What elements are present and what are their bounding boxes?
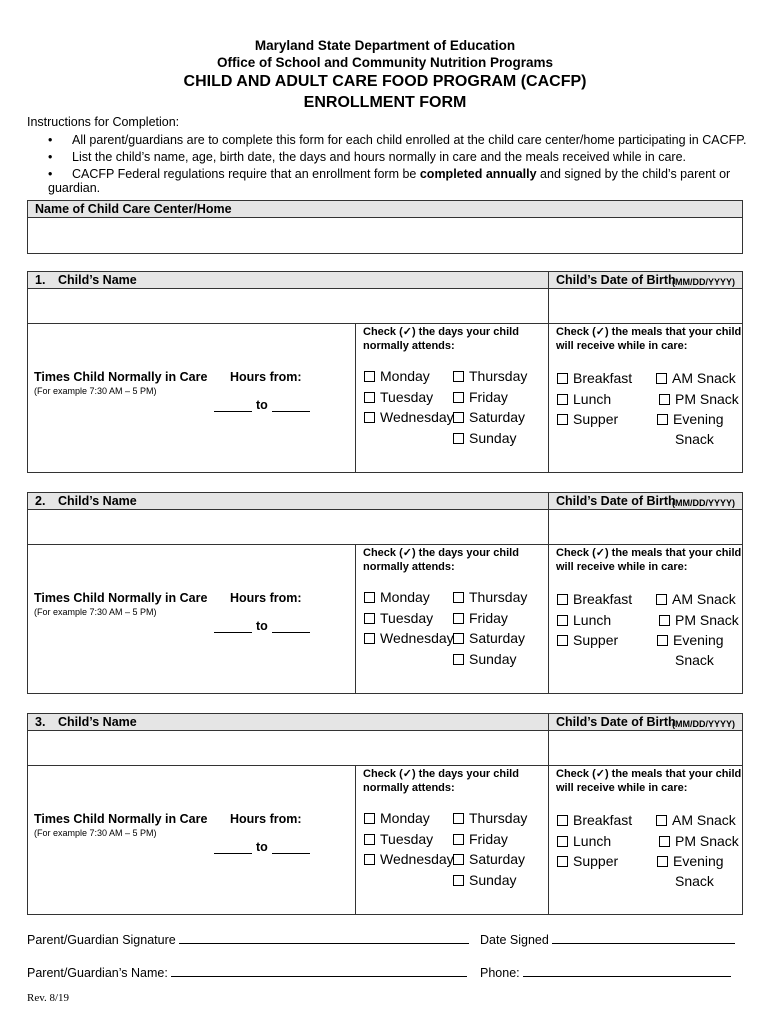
meal-checkbox-lunch[interactable]: Lunch bbox=[557, 391, 611, 407]
meal-checkbox-evening[interactable]: Evening bbox=[657, 411, 724, 427]
day-checkbox-wednesday[interactable]: Wednesday bbox=[364, 851, 454, 867]
form-title: ENROLLMENT FORM bbox=[303, 94, 467, 111]
hours-to-label: to bbox=[256, 619, 268, 633]
times-example: (For example 7:30 AM – 5 PM) bbox=[34, 828, 157, 838]
hours-from-field[interactable] bbox=[214, 400, 252, 412]
day-checkbox-thursday[interactable]: Thursday bbox=[453, 368, 527, 384]
meal-checkbox-supper[interactable]: Supper bbox=[557, 853, 618, 869]
program-title: CHILD AND ADULT CARE FOOD PROGRAM (CACFP) bbox=[183, 73, 587, 90]
times-label: Times Child Normally in Care bbox=[34, 812, 208, 826]
hours-to-field[interactable] bbox=[272, 842, 310, 854]
child-name-label: Child’s Name bbox=[58, 494, 137, 508]
day-checkbox-friday[interactable]: Friday bbox=[453, 831, 508, 847]
meals-header-1: Check (✓) the meals that your child bbox=[556, 326, 742, 338]
child-2-dob-field[interactable] bbox=[548, 509, 743, 545]
dob-label: Child’s Date of Birth bbox=[556, 273, 676, 287]
day-checkbox-saturday[interactable]: Saturday bbox=[453, 851, 525, 867]
child-name-label: Child’s Name bbox=[58, 273, 137, 287]
meal-checkbox-evening[interactable]: Evening bbox=[657, 853, 724, 869]
phone-line[interactable]: Phone: bbox=[480, 965, 731, 980]
day-checkbox-friday[interactable]: Friday bbox=[453, 610, 508, 626]
child-number: 2. bbox=[35, 494, 46, 508]
meal-snack-label: Snack bbox=[675, 873, 714, 889]
day-checkbox-sunday[interactable]: Sunday bbox=[453, 872, 516, 888]
hours-to-field[interactable] bbox=[272, 400, 310, 412]
day-checkbox-saturday[interactable]: Saturday bbox=[453, 409, 525, 425]
dob-format: (MM/DD/YYYY) bbox=[672, 498, 735, 508]
hours-from-field[interactable] bbox=[214, 621, 252, 633]
day-checkbox-sunday[interactable]: Sunday bbox=[453, 430, 516, 446]
child-1-dob-field[interactable] bbox=[548, 288, 743, 324]
child-number: 3. bbox=[35, 715, 46, 729]
meal-checkbox-am-snack[interactable]: AM Snack bbox=[656, 370, 736, 386]
meal-checkbox-supper[interactable]: Supper bbox=[557, 632, 618, 648]
day-checkbox-saturday[interactable]: Saturday bbox=[453, 630, 525, 646]
meal-checkbox-lunch[interactable]: Lunch bbox=[557, 833, 611, 849]
child-3-dob-field[interactable] bbox=[548, 730, 743, 766]
hours-from-field[interactable] bbox=[214, 842, 252, 854]
center-name-field[interactable] bbox=[27, 217, 743, 254]
days-header-1: Check (✓) the days your child bbox=[363, 768, 519, 780]
day-checkbox-friday[interactable]: Friday bbox=[453, 389, 508, 405]
meal-checkbox-lunch[interactable]: Lunch bbox=[557, 612, 611, 628]
times-label: Times Child Normally in Care bbox=[34, 591, 208, 605]
meal-checkbox-am-snack[interactable]: AM Snack bbox=[656, 591, 736, 607]
days-header-1: Check (✓) the days your child bbox=[363, 326, 519, 338]
meal-checkbox-breakfast[interactable]: Breakfast bbox=[557, 591, 632, 607]
day-checkbox-wednesday[interactable]: Wednesday bbox=[364, 409, 454, 425]
hours-to-label: to bbox=[256, 840, 268, 854]
instruction-bullet-1: • All parent/guardians are to complete this form for each child enrolled at the child care center/home participating in CACFP. bbox=[48, 133, 747, 147]
days-header-2: normally attends: bbox=[363, 561, 455, 573]
day-checkbox-thursday[interactable]: Thursday bbox=[453, 810, 527, 826]
hours-from-label: Hours from: bbox=[230, 591, 302, 605]
meal-snack-label: Snack bbox=[675, 652, 714, 668]
meals-header-2: will receive while in care: bbox=[556, 340, 688, 352]
hours-to-label: to bbox=[256, 398, 268, 412]
day-checkbox-wednesday[interactable]: Wednesday bbox=[364, 630, 454, 646]
date-signed-line[interactable]: Date Signed bbox=[480, 932, 735, 947]
times-label: Times Child Normally in Care bbox=[34, 370, 208, 384]
guardian-name-line[interactable]: Parent/Guardian’s Name: bbox=[27, 965, 467, 980]
meals-header-1: Check (✓) the meals that your child bbox=[556, 768, 742, 780]
day-checkbox-tuesday[interactable]: Tuesday bbox=[364, 831, 433, 847]
meal-checkbox-pm-snack[interactable]: PM Snack bbox=[659, 833, 739, 849]
instructions-title: Instructions for Completion: bbox=[27, 115, 180, 129]
revision-date: Rev. 8/19 bbox=[27, 992, 70, 1004]
dob-label: Child’s Date of Birth bbox=[556, 494, 676, 508]
day-checkbox-tuesday[interactable]: Tuesday bbox=[364, 389, 433, 405]
hours-to-field[interactable] bbox=[272, 621, 310, 633]
days-header-2: normally attends: bbox=[363, 340, 455, 352]
days-header-2: normally attends: bbox=[363, 782, 455, 794]
days-header-1: Check (✓) the days your child bbox=[363, 547, 519, 559]
dob-format: (MM/DD/YYYY) bbox=[672, 277, 735, 287]
meal-checkbox-am-snack[interactable]: AM Snack bbox=[656, 812, 736, 828]
meal-checkbox-breakfast[interactable]: Breakfast bbox=[557, 812, 632, 828]
day-checkbox-monday[interactable]: Monday bbox=[364, 368, 430, 384]
agency-name: Maryland State Department of Education bbox=[254, 38, 516, 53]
meal-checkbox-pm-snack[interactable]: PM Snack bbox=[659, 612, 739, 628]
day-checkbox-monday[interactable]: Monday bbox=[364, 810, 430, 826]
day-checkbox-monday[interactable]: Monday bbox=[364, 589, 430, 605]
meals-header-2: will receive while in care: bbox=[556, 782, 688, 794]
times-example: (For example 7:30 AM – 5 PM) bbox=[34, 386, 157, 396]
meal-checkbox-evening[interactable]: Evening bbox=[657, 632, 724, 648]
day-checkbox-sunday[interactable]: Sunday bbox=[453, 651, 516, 667]
times-example: (For example 7:30 AM – 5 PM) bbox=[34, 607, 157, 617]
instruction-bullet-2: • List the child’s name, age, birth date, the days and hours normally in care and the meals received while in care. bbox=[48, 150, 686, 164]
meals-header-2: will receive while in care: bbox=[556, 561, 688, 573]
meals-header-1: Check (✓) the meals that your child bbox=[556, 547, 742, 559]
day-checkbox-tuesday[interactable]: Tuesday bbox=[364, 610, 433, 626]
child-name-label: Child’s Name bbox=[58, 715, 137, 729]
child-number: 1. bbox=[35, 273, 46, 287]
hours-from-label: Hours from: bbox=[230, 370, 302, 384]
meal-snack-label: Snack bbox=[675, 431, 714, 447]
instruction-bullet-3: • CACFP Federal regulations require that an enrollment form be completed annually and signed by the child’s parent or guardian. bbox=[48, 167, 731, 195]
dob-label: Child’s Date of Birth bbox=[556, 715, 676, 729]
hours-from-label: Hours from: bbox=[230, 812, 302, 826]
dob-format: (MM/DD/YYYY) bbox=[672, 719, 735, 729]
day-checkbox-thursday[interactable]: Thursday bbox=[453, 589, 527, 605]
meal-checkbox-breakfast[interactable]: Breakfast bbox=[557, 370, 632, 386]
center-name-header: Name of Child Care Center/Home bbox=[27, 200, 743, 218]
signature-line[interactable]: Parent/Guardian Signature bbox=[27, 932, 469, 947]
meal-checkbox-pm-snack[interactable]: PM Snack bbox=[659, 391, 739, 407]
office-name: Office of School and Community Nutrition Programs bbox=[216, 55, 554, 70]
meal-checkbox-supper[interactable]: Supper bbox=[557, 411, 618, 427]
